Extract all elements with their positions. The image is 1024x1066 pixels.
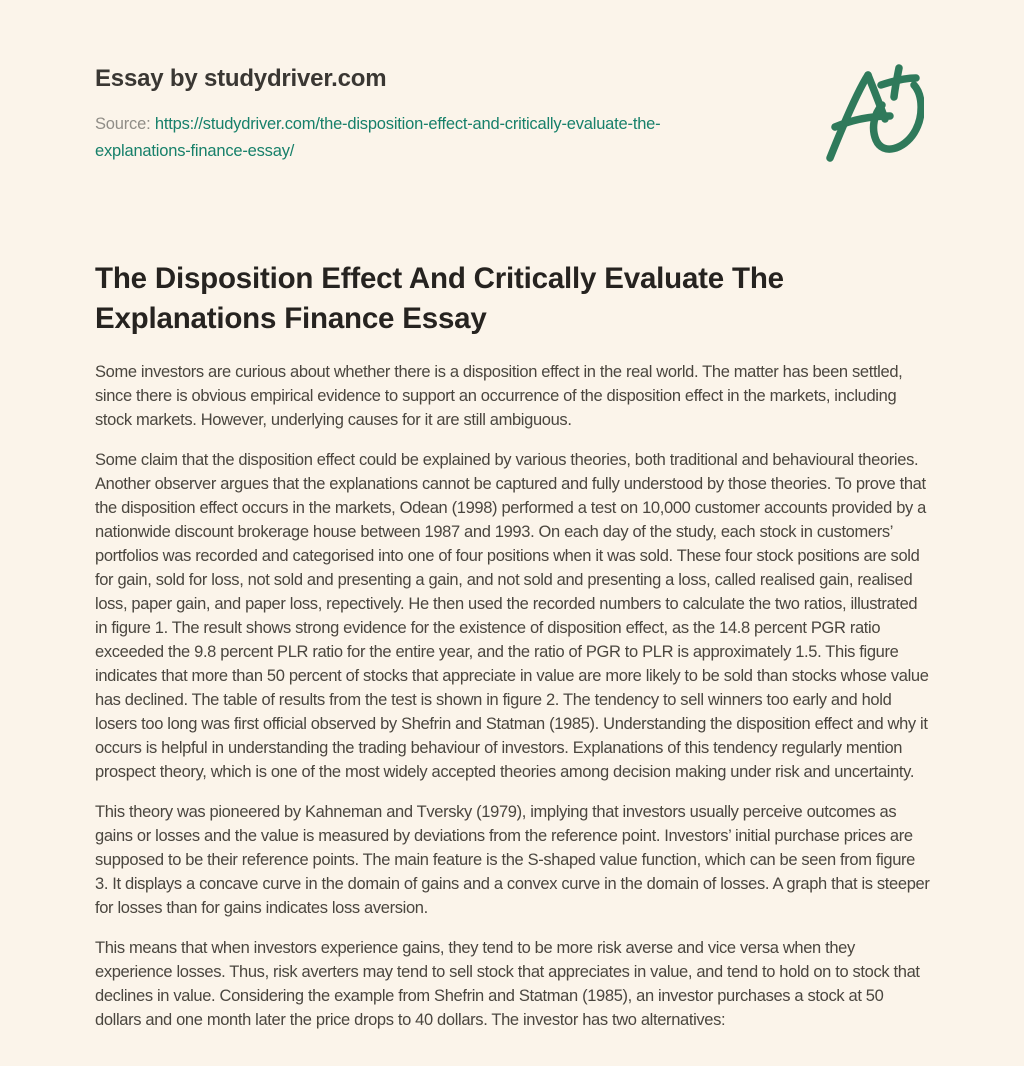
essay-paragraph-1: Some investors are curious about whether there is a disposition effect in the real world. The matter has been settled, since there is obvious empirical evidence to support an occurrence of the disposition effect in the markets, including stock markets. However, underlying causes for it are still ambiguous.: [95, 363, 903, 429]
source-line: [95, 111, 795, 165]
studydriver-a-plus-logo-icon: [824, 64, 924, 164]
essay-body: [95, 259, 930, 1032]
source-label: Source:: [95, 115, 151, 133]
source-url-line1: https://studydriver.com/the-disposition-effect-and-critically-evaluate-the-: [154, 115, 661, 133]
essay-paragraph-3: This theory was pioneered by Kahneman and Tversky (1979), implying that investors usually perceive outcomes as gains or losses and the value is measured by deviations from the reference point. Investors’ initial purchase prices are supposed to be their reference points. The main feature is the S-shaped value function, which can be seen from figure 3. It displays a concave curve in the domain of gains and a convex curve in the domain of losses. A graph that is steeper for losses than for gains indicates loss aversion.: [95, 803, 930, 917]
essay-paragraph-2: Some claim that the disposition effect could be explained by various theories, both traditional and behavioural theories. Another observer argues that the explanations cannot be captured and fully understood by those theories. To prove that the disposition effect occurs in the markets, Odean (1998) performed a test on 10,000 customer accounts provided by a nationwide discount brokerage house between 1987 and 1993. On each day of the study, each stock in customers’ portfolios was recorded and categorised into one of four positions when it was sold. These four stock positions are sold for gain, sold for loss, not sold and presenting a gain, and not sold and presenting a loss, called realised gain, realised loss, paper gain, and paper loss, repectively. He then used the recorded numbers to calculate the two ratios, illustrated in figure 1. The result shows strong evidence for the existence of disposition effect, as the 14.8 percent PGR ratio exceeded the 9.8 percent PLR ratio for the entire year, and the ratio of PGR to PLR is approximately 1.5. This figure indicates that more than 50 percent of stocks that appreciate in value are more likely to be sold than stocks whose value has declined. The table of results from the test is shown in figure 2. The tendency to sell winners too early and hold losers too long was first official observed by Shefrin and Statman (1985). Understanding the disposition effect and why it occurs is helpful in understanding the trading behaviour of investors. Explanations of this tendency regularly mention prospect theory, which is one of the most widely accepted theories among decision making under risk and uncertainty.: [95, 451, 929, 781]
page-header: [95, 64, 930, 165]
essay-title: The Disposition Effect And Critically Evaluate The Explanations Finance Essay: [95, 262, 784, 335]
source-link[interactable]: [95, 115, 660, 160]
source-url-line2: explanations-finance-essay/: [95, 142, 295, 160]
essay-paragraph-4: This means that when investors experience gains, they tend to be more risk averse and vice versa when they experience losses. Thus, risk averters may tend to sell stock that appreciates in value, and tend to hold on to stock that declines in value. Considering the example from Shefrin and Statman (1985), an investor purchases a stock at 50 dollars and one month later the price drops to 40 dollars. The investor has two alternatives:: [95, 939, 920, 1029]
byline-heading: Essay by studydriver.com: [95, 65, 387, 92]
